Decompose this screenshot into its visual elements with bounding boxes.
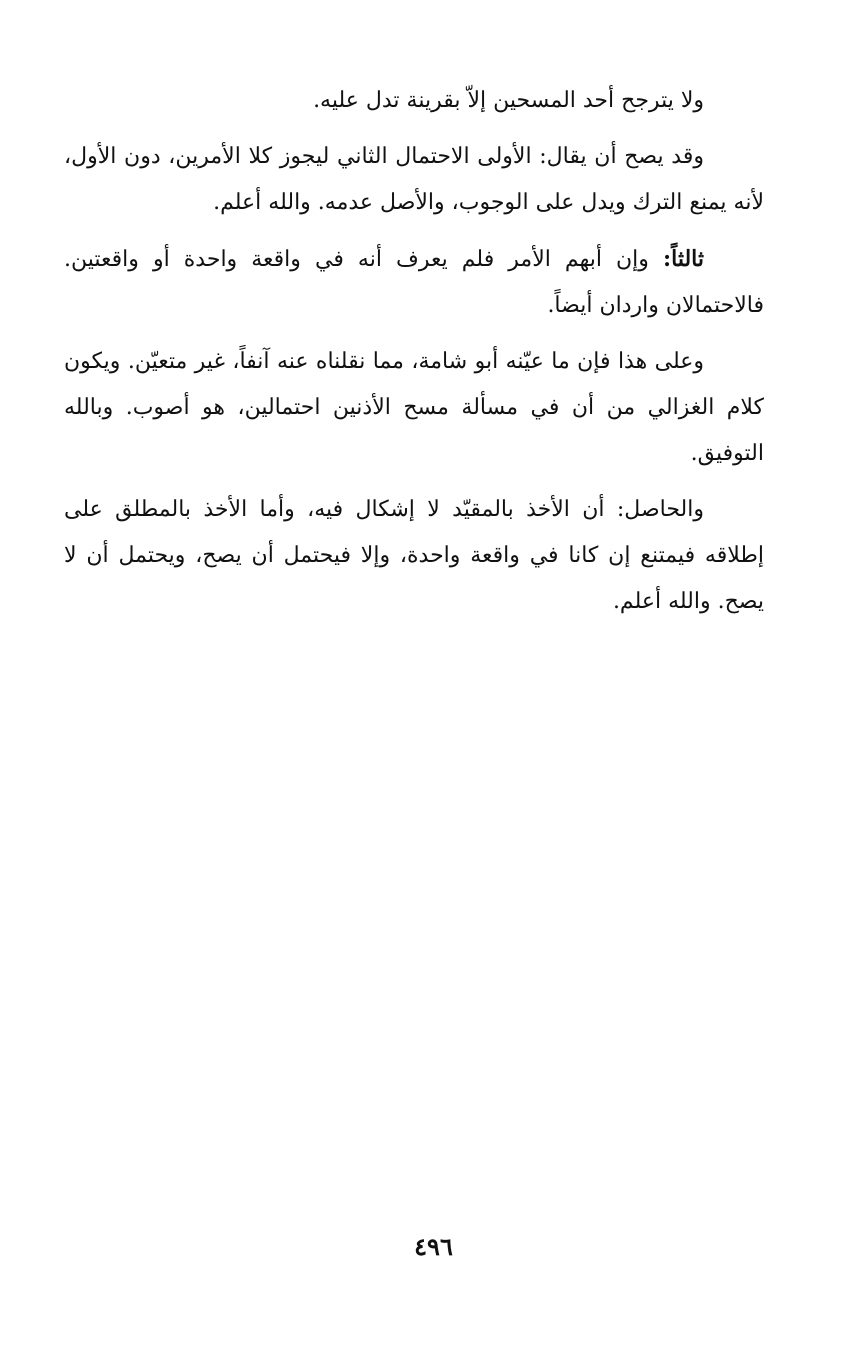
paragraph-5-text: والحاصل: أن الأخذ بالمقيّد لا إشكال فيه، وأما الأخذ بالمطلق على إطلاقه فيمتنع إن كانا في واقعة واحدة، وإلا فيحتمل أن يصح، ويحتمل أن لا يصح. والله أعلم.	[64, 497, 764, 614]
paragraph-5	[64, 487, 764, 625]
page-number: ٤٩٦	[414, 1232, 453, 1261]
paragraph-2-text: وقد يصح أن يقال: الأولى الاحتمال الثاني ليجوز كلا الأمرين، دون الأول، لأنه يمنع الترك ويدل على الوجوب، والأصل عدمه. والله أعلم.	[64, 144, 764, 215]
paragraph-4-text: وعلى هذا فإن ما عيّنه أبو شامة، مما نقلناه عنه آنفاً، غير متعيّن. ويكون كلام الغزالي من أن في مسألة مسح الأذنين احتمالين، هو أصوب. وبالله التوفيق.	[64, 349, 764, 466]
paragraph-3	[64, 236, 764, 329]
paragraph-4	[64, 339, 764, 477]
paragraph-1-text: ولا يترجح أحد المسحين إلاّ بقرينة تدل عليه.	[313, 88, 704, 113]
paragraph-3-text: وإن أبهم الأمر فلم يعرف أنه في واقعة واحدة أو واقعتين. فالاحتمالان واردان أيضاً.	[64, 247, 764, 318]
paragraph-3-lead: ثالثاً:	[663, 246, 704, 272]
paragraph-2	[64, 134, 764, 226]
paragraph-1	[64, 78, 764, 124]
body-text	[64, 78, 764, 635]
